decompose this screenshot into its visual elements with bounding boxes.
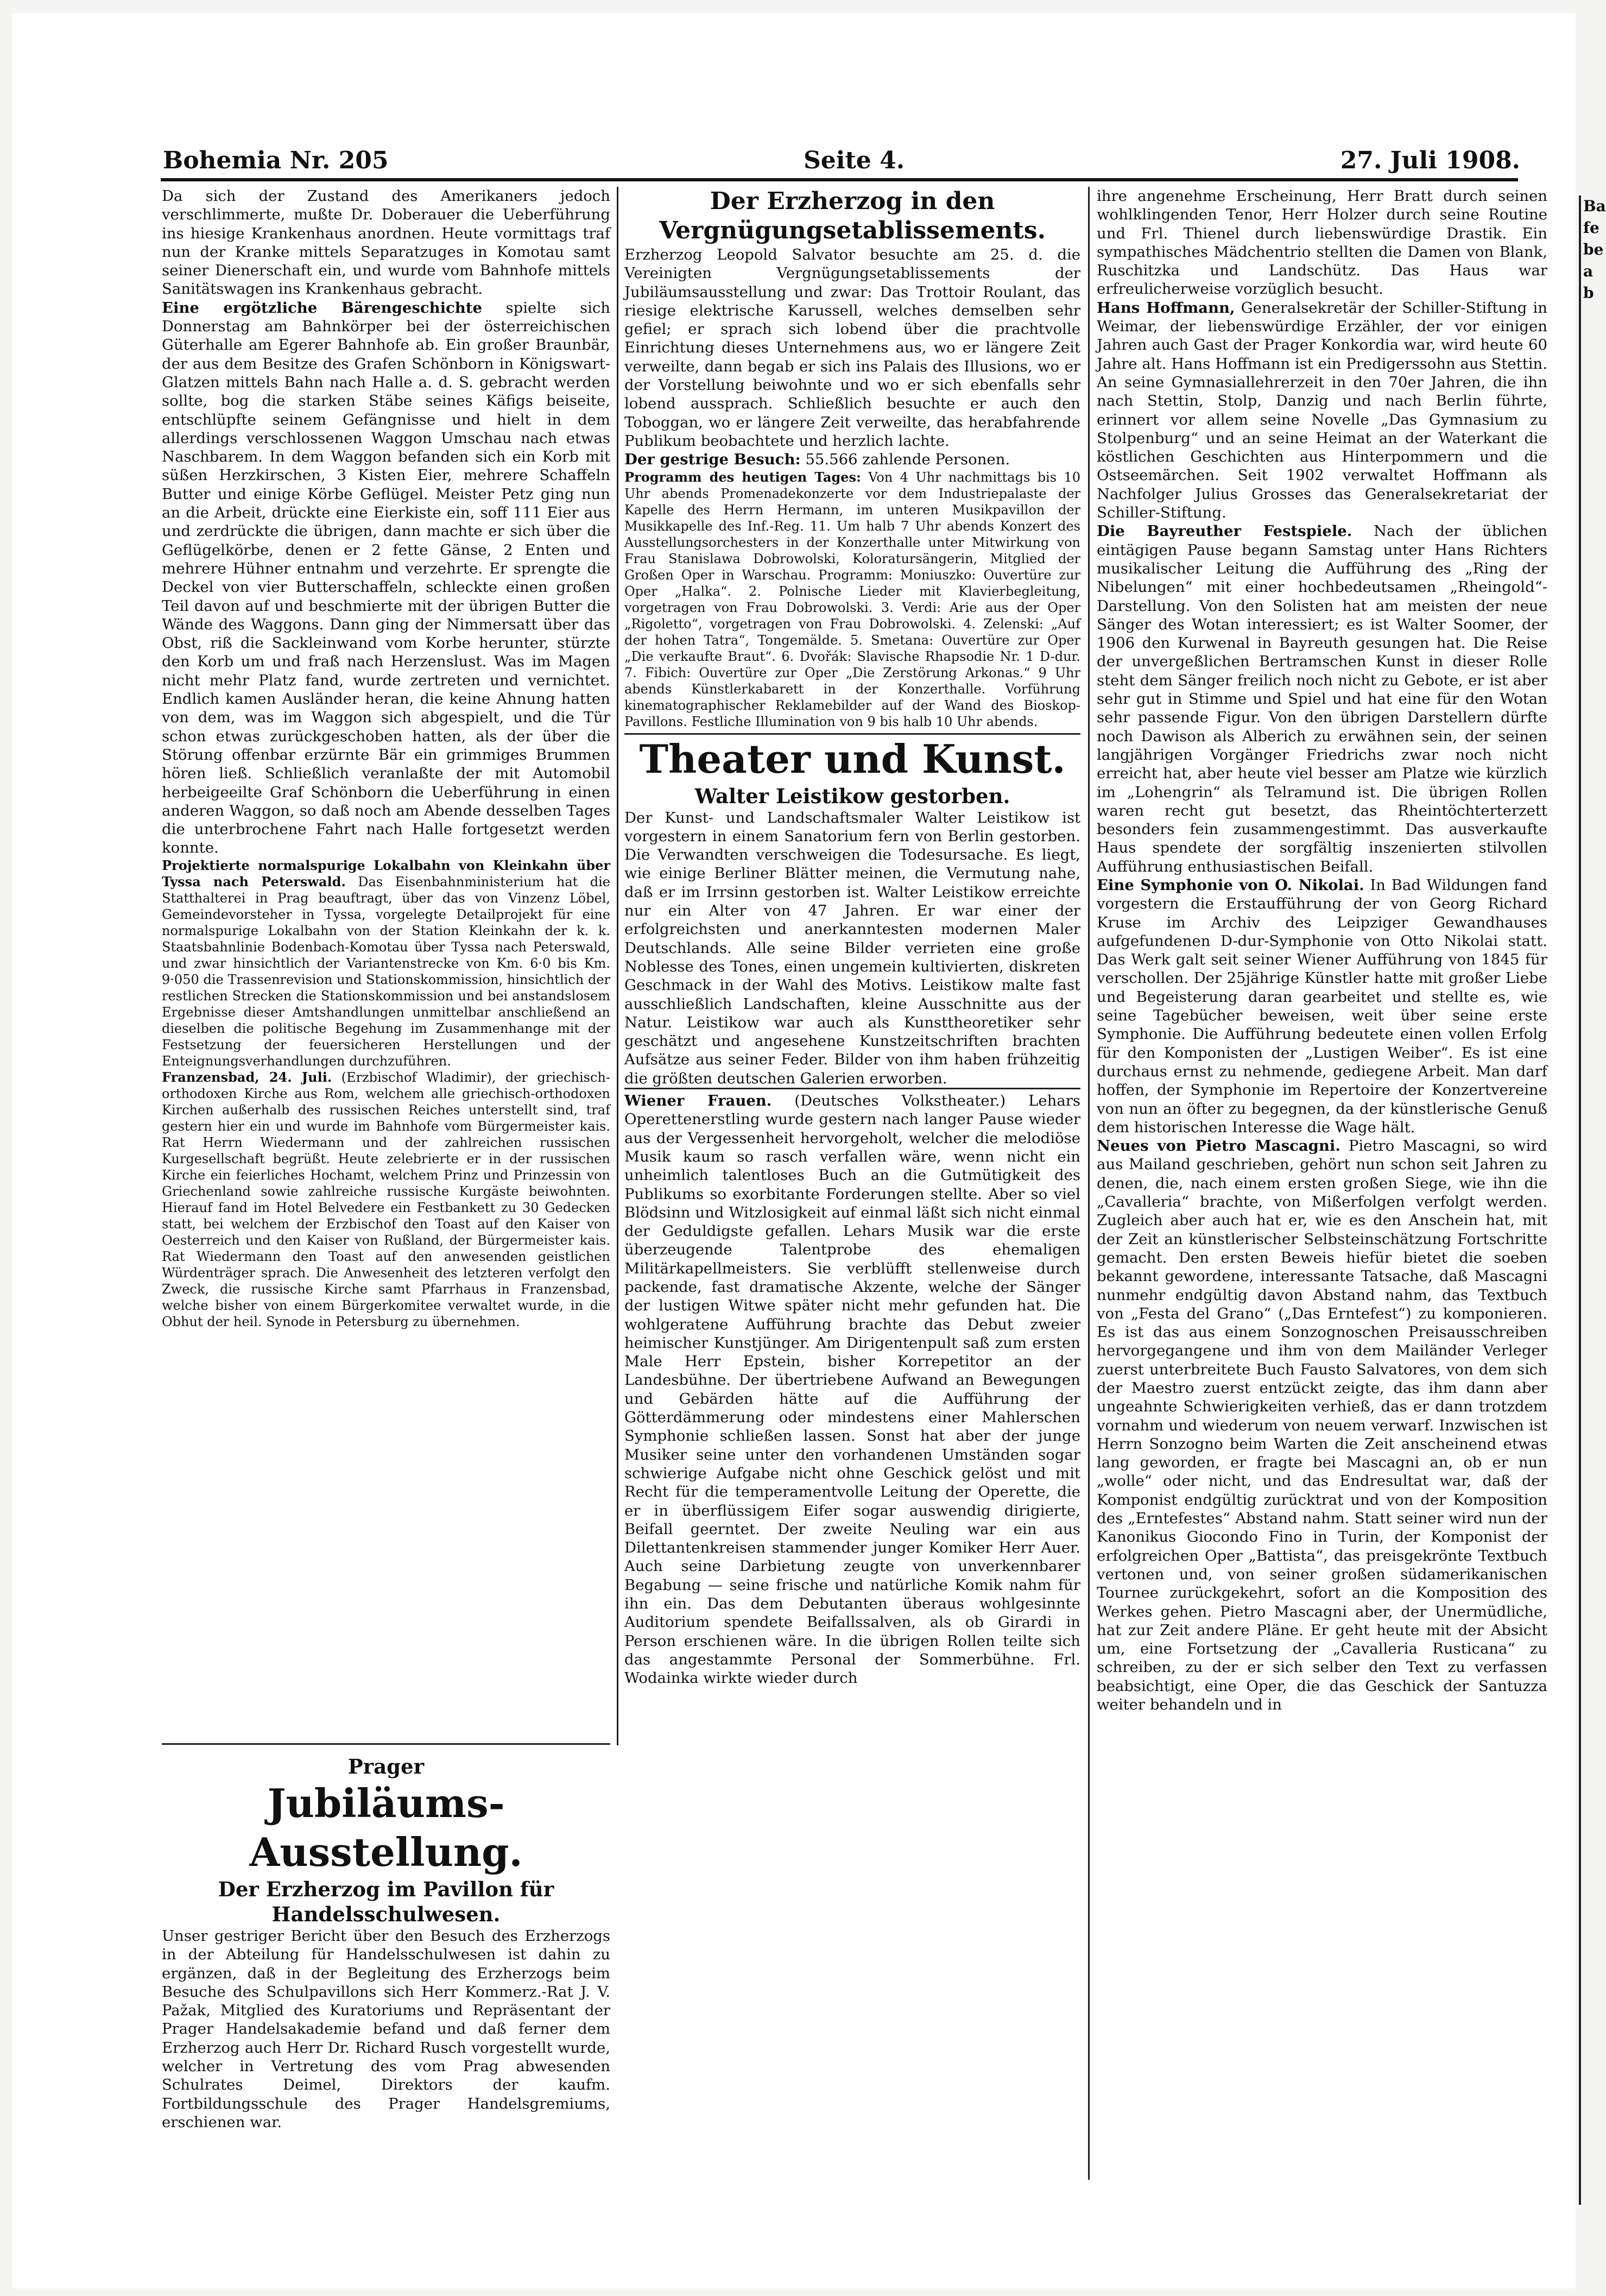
headline-jubilaeum: Jubiläums-Ausstellung. [249, 1780, 523, 1875]
subheadline-erzherzog-pavillon: Der Erzherzog im Pavillon für Handelsschulwesen. [218, 1877, 554, 1926]
headline-vergnuegung: Der Erzherzog in den Vergnügungsetablissements. [659, 187, 1046, 244]
column-1-bottom [162, 1754, 610, 2178]
column-2 [624, 187, 1080, 2185]
headline-bayreuth: Die Bayreuther Festspiele. [1097, 522, 1352, 540]
headline-hoffmann: Hans Hoffmann, [1097, 299, 1235, 317]
article-nikolai: Eine Symphonie von O. Nikolai. In Bad Wildungen fand vorgestern die Erstaufführung der von Georg Richard Kruse im Archiv des Leipziger Gewandhauses aufgefundenen D-dur-Symphonie von Otto Nikolai statt. Das Werk galt seit seiner Wiener Aufführung von 1845 für verschollen. Der 25jährige Künstler hatte mit großer Liebe und Begeisterung daran gearbeitet und stellte es, wie seine Tagebücher beweisen, weit über seine erste Symphonie. Die Aufführung bedeutete einen vollen Erfolg für den Komponisten der „Lustigen Weiber“. Es ist eine durchaus ernst zu nehmende, gediegene Arbeit. Man darf hoffen, der Symphonie im Repertoire der Konzertvereine von nun an öfter zu begegnen, da der künstlerische Genuß dem historischen Interesse die Wage hält. [1097, 876, 1547, 1136]
column-3 [1097, 187, 1547, 2185]
article-american: Da sich der Zustand des Amerikaners jedoch verschlimmerte, mußte Dr. Doberauer die Ueberführung ins hiesige Krankenhaus anordnen. Heute vormittags traf nun der Kranke mittels Separatzuges in Komotau samt seiner Dienerschaft ein, und wurde vom Bahnhofe mittels Sanitätswagen ins Krankenhaus gebracht. [162, 187, 610, 298]
column-rule-2 [1088, 187, 1090, 2180]
article-pavillon: Unser gestriger Bericht über den Besuch des Erzherzogs in der Abteilung für Handelsschulwesen ist dahin zu ergänzen, daß in der Begleitung des Erzherzogs beim Besuche des Schulpavillons sich Herr Kommerz.-Rat J. V. Pažak, Mitglied des Kuratoriums und Repräsentant der Prager Handelsakademie befand und daß ferner dem Erzherzog auch Herr Dr. Richard Rusch vorgestellt wurde, welcher in Vertretung des vom Prag abwesenden Schulrates Deimel, Direktors der kaufm. Fortbildungsschule des Prager Handelsgremiums, erschienen war. [162, 1927, 610, 2131]
header-date: 27. Juli 1908. [1340, 147, 1520, 174]
headline-franzensbad: Franzensbad, 24. Juli. [162, 1069, 332, 1085]
header-masthead: Bohemia Nr. 205 [163, 147, 389, 174]
header-page-number: Seite 4. [804, 147, 905, 174]
section-theater-kunst: Theater und Kunst. [624, 733, 1080, 784]
column-rule-1 [617, 187, 618, 1745]
article-programm: Programm des heutigen Tages: Von 4 Uhr nachmittags bis 10 Uhr abends Promenadekonzerte vor dem Industriepalaste der Kapelle des Herrn Hermann, im unteren Musikpavillon der Musikkapelle des Inf.-Reg. 11. Um halb 7 Uhr abends Konzert des Ausstellungsorchesters in der Konzerthalle unter Mitwirkung von Frau Stanislawa Dobrowolski, Koloratursängerin, Mitglied der Großen Oper in Warschau. Programm: Moniuszko: Ouvertüre zur Oper „Halka“. 2. Polnische Lieder mit Klavierbegleitung, vorgetragen von Frau Dobrowolski. 3. Verdi: Arie aus der Oper „Rigoletto“, vorgetragen von Frau Dobrowolski. 4. Zelenski: „Auf der hohen Tatra“, Tongemälde. 5. Smetana: Ouvertüre zur Oper „Die verkaufte Braut“. 6. Dvořák: Slavische Rhapsodie Nr. 1 D-dur. 7. Fibich: Ouvertüre zur Oper „Die Zerstörung Arkonas.“ 9 Uhr abends Künstlerkabarett in der Konzerthalle. Vorführung kinematographischer Reklamebilder auf der Wand des Bioskop-Pavillons. Festliche Illumination von 9 bis halb 10 Uhr abends. [624, 469, 1080, 729]
column-1 [162, 187, 610, 1751]
headline-bear: Eine ergötzliche Bärengeschichte [162, 299, 482, 317]
article-wiener-frauen: Wiener Frauen. (Deutsches Volkstheater.) Lehars Operettenerstling wurde gestern nach langer Pause wieder aus der Vergessenheit hervorgeholt, welcher die melodiöse Musik kaum so rasch verfallen wäre, wenn nicht ein unheimlich talentloses Buch an die Gutmütigkeit des Publikums so exorbitante Forderungen stellte. Aber so viel Blödsinn und Witzlosigkeit auf einmal läßt sich nicht einmal der Geduldigste gefallen. Lehars Musik war die erste überzeugende Talentprobe des ehemaligen Militärkapellmeisters. Sie verblüfft stellenweise durch packende, fast dramatische Akzente, welche der Sänger der lustigen Witwe später nicht mehr gefunden hat. Die wohlgeratene Aufführung brachte das Debut zweier heimischer Kunstjünger. Am Dirigentenpult saß zum ersten Male Herr Epstein, bisher Korrepetitor an der Landesbühne. Der übertriebene Aufwand an Bewegungen und Gebärden hätte auf die Aufführung der Götterdämmerung oder mindestens einer Mahlerschen Symphonie schließen lassen. Sonst hat aber der junge Musiker seine unter den vorhandenen Umständen sogar schwierige Aufgabe nicht ohne Geschick gelöst und mit Recht für die temperamentvolle Leitung der Operette, die er in überflüssigem Eifer sogar auswendig dirigierte, Beifall geerntet. Der zweite Neuling war ein aus Dilettantenkreisen stammender junger Komiker Herr Auer. Auch seine Darbietung zeugte von unverkennbarer Begabung — seine frische und natürliche Komik nahm für ihn ein. Das dem Debutanten überaus wohlgesinnte Auditorium spendete Beifallssalven, als ob Girardi in Person erschienen wäre. In die übrigen Rollen teilte sich das angestammte Personal der Sommerbühne. Frl. Wodainka wirkte wieder durch [624, 1088, 1080, 1688]
headline-wiener-frauen: Wiener Frauen. [624, 1092, 772, 1110]
header-rule [161, 178, 1518, 181]
headline-mascagni: Neues von Pietro Mascagni. [1097, 1137, 1341, 1155]
article-vergnuegung: Erzherzog Leopold Salvator besuchte am 25. d. die Vereinigten Vergnügungsetablissements der Jubiläumsausstellung und zwar: Das Trottoir Roulant, das riesige elektrische Karussell, welches demselben sehr gefiel; er sprach sich lobend über die prachtvolle Einrichtung dieses Unternehmens aus, wo er längere Zeit verweilte, dann begab er sich ins Palais des Illusions, wo er der Vorstellung beiwohnte und wo er sich ebenfalls sehr lobend aussprach. Schließlich besuchte er auch den Toboggan, wo er längere Zeit verweilte, das herabfahrende Publikum beobachtete und herzlich lachte. [624, 246, 1080, 450]
headline-programm: Programm des heutigen Tages: [624, 469, 861, 485]
headline-leistikow: Walter Leistikow gestorben. [694, 784, 1010, 808]
headline-besuch: Der gestrige Besuch: [624, 451, 801, 469]
article-mascagni: Neues von Pietro Mascagni. Pietro Mascagni, so wird aus Mailand geschrieben, gehört nun schon seit Jahren zu denen, die, nach einem ersten großen Siege, wie ihn die „Cavalleria“ brachte, von Mißerfolgen verfolgt werden. Zugleich aber auch hat er, wie es den Anschein hat, mit der Zeit an künstlerischer Selbsteinschätzung Fortschritte gemacht. Den ersten Beweis hiefür bietet die soeben bekannt gewordene, interessante Tatsache, daß Mascagni nunmehr endgültig davon Abstand nahm, das Textbuch von „Festa del Grano“ („Das Erntefest“) zu komponieren. Es ist das aus einem Sonzognoschen Preisausschreiben hervorgegangene und ihm von dem Mailänder Verleger zuerst unterbreitete Buch Fausto Salvatores, von dem sich der Maestro zuerst entzückt zeigte, das ihm dann aber ungeahnte Schwierigkeiten verhieß, das er dann trotzdem vornahm und wiederum von neuem verwarf. Inzwischen ist Herrn Sonzogno beim Warten die Zeit anscheinend etwas lang geworden, er fragte bei Mascagni an, ob er nun „wolle“ oder nicht, und das Endresultat war, daß der Komponist endgültig zurücktrat und von der Komposition des „Erntefestes“ Abstand nahm. Statt seiner wird nun der Kanonikus Giocondo Fino in Turin, der Komponist der erfolgreichen Oper „Battista“, das preisgekrönte Textbuch vertonen und, von seiner großen südamerikanischen Tournee zurückgekehrt, sofort an die Komposition des Werkes gehen. Pietro Mascagni aber, der Unermüdliche, hat zur Zeit andere Pläne. Er geht heute mit der Absicht um, eine Fortsetzung der „Cavalleria Rusticana“ zu schreiben, zu der er sich selber den Text zu verfassen beabsichtigt, eine Oper, die das Geschick der Santuzza weiter behandeln und in [1097, 1137, 1547, 1714]
article-lokalbahn: Projektierte normalspurige Lokalbahn von Kleinkahn über Tyssa nach Peterswald. Das Eisenbahnministerium hat die Statthalterei in Prag beauftragt, über das von Vinzenz Löbel, Gemeindevorsteher in Tyssa, vorgelegte Detailprojekt für eine normalspurige Lokalbahn von der Station Kleinkahn der k. k. Staatsbahnlinie Bodenbach-Komotau über Tyssa nach Peterswald, und zwar hinsichtlich der Variantenstrecke von Km. 6·0 bis Km. 9·050 die Trassenrevision und Stationskommission, hinsichtlich der restlichen Strecken die Stationskommission und bei anstandslosem Ergebnisse dieser Amtshandlungen unmittelbar anschließend an dieselben die politische Begehung im Zusammenhange mit der Festsetzung der feuersicheren Herstellungen und der Enteignungsverhandlungen durchzuführen. [162, 857, 610, 1069]
adjacent-page-edge: Ba fe be a b [1579, 195, 1594, 2205]
kicker-prager: Prager [347, 1755, 425, 1778]
article-leistikow: Der Kunst- und Landschaftsmaler Walter Leistikow ist vorgestern in einem Sanatorium fern von Berlin gestorben. Die Verwandten verschweigen die Todesursache. Es liegt, wie einige Berliner Blätter meinen, die Vermutung nahe, daß er im Irrsinn gestorben ist. Walter Leistikow erreichte nur ein Alter von 47 Jahren. Er war einer der erfolgreichsten und anerkanntesten modernen Maler Deutschlands. Alle seine Bilder verrieten eine große Noblesse des Tones, einen ungemein kultivierten, diskreten Geschmack in der Wahl des Motivs. Leistikow malte fast ausschließlich Landschaften, kleine Ausschnitte aus der Natur. Leistikow war auch als Kunsttheoretiker sehr geschätzt und angesehene Kunstzeitschriften brachten Aufsätze aus seiner Feder. Bilder von ihm haben frühzeitig die größten deutschen Galerien erworben. [624, 809, 1080, 1087]
article-bear: Eine ergötzliche Bärengeschichte spielte sich Donnerstag am Bahnkörper bei der österreichischen Güterhalle am Egerer Bahnhofe ab. Ein großer Braunbär, der aus dem Besitze des Grafen Schönborn in Königswart-Glatzen mittels Bahn nach Halle a. d. S. gebracht werden sollte, bog die starken Stäbe seines Käfigs beiseite, entschlüpfte seinem Gefängnisse und hielt in dem allerdings verschlossenen Waggon Umschau nach etwas Naschbarem. In dem Waggon befanden sich ein Korb mit süßen Herzkirschen, 3 Kisten Eier, mehrere Schaffeln Butter und einige Körbe Geflügel. Meister Petz ging nun an die Arbeit, drückte eine Eierkiste ein, soff 111 Eier aus und zerdrückte die übrigen, dann machte er sich über die Geflügelkörbe, denen er 2 fette Gänse, 2 Enten und mehrere Hühner entnahm und verzehrte. Er sprengte die Deckel von vier Butterschaffeln, schleckte einen großen Teil davon auf und beschmierte mit der übrigen Butter die Wände des Waggons. Dann ging der Nimmersatt über das Obst, riß die Sackleinwand vom Korbe herunter, stürzte den Korb um und fraß nach Herzenslust. Was im Magen nicht mehr Platz fand, wurde zertreten und vernichtet. Endlich kamen Ausländer heran, die keine Ahnung hatten von dem, was im Waggon sich abgespielt, und die Tür schon etwas zurückgeschoben hatten, als der über die Störung offenbar erzürnte Bär ein grimmiges Brummen hören ließ. Schließlich veranlaßte der mit Automobil herbeigeeilte Graf Schönborn die Ueberführung in einen anderen Waggon, so daß noch am Abende desselben Tages die unterbrochene Fahrt nach Halle fortgesetzt werden konnte. [162, 299, 610, 857]
article-bayreuth: Die Bayreuther Festspiele. Nach der üblichen eintägigen Pause begann Samstag unter Hans Richters musikalischer Leitung die Aufführung des „Ring der Nibelungen“ mit einer hochbedeutsamen „Rheingold“-Darstellung. Von den Solisten hat am meisten der neue Sänger des Wotan interessiert; es ist Walter Soomer, der 1906 den Kurwenal in Bayreuth gesungen hat. Die Reise der unvergeßlichen Bertramschen Kunst in dieser Rolle steht dem Sänger freilich noch nicht zu Gebote, er ist aber sehr gut in Stimme und Spiel und hat eine für den Wotan sehr passende Figur. Von den übrigen Darstellern dürfte noch Dawison als Alberich zu erwähnen sein, der seinen langjährigen Vorgänger Friedrichs zwar noch nicht erreicht hat, aber heute viel besser am Platze wie kürzlich im „Lohengrin“ als Telramund ist. Die übrigen Rollen waren recht gut besetzt, das Rheintöchterterzett besonders fein zusammengestimmt. Das ausverkaufte Haus spendete der sorgfältig inszenierten stilvollen Aufführung enthusiastischen Beifall. [1097, 522, 1547, 875]
headline-lokalbahn: Projektierte normalspurige Lokalbahn von Kleinkahn über Tyssa nach Peterswald. [162, 857, 610, 890]
article-wiener-frauen-cont: ihre angenehme Erscheinung, Herr Bratt durch seinen wohlklingenden Tenor, Herr Holzer durch seine Routine und Frl. Thienel durch liebenswürdige Drastik. Ein sympathisches Mädchentrio stellten die Damen von Blank, Ruschitzka und Landschütz. Das Haus war erfreulicherweise vorzüglich besucht. [1097, 187, 1547, 298]
headline-nikolai: Eine Symphonie von O. Nikolai. [1097, 876, 1364, 894]
article-hoffmann: Hans Hoffmann, Generalsekretär der Schiller-Stiftung in Weimar, der liebenswürdige Erzähler, der vor einigen Jahren auch Gast der Prager Konkordia war, wird heute 60 Jahre alt. Hans Hoffmann ist ein Predigerssohn aus Stettin. An seine Gymnasiallehrerzeit in den 70er Jahren, die ihn nach Stettin, Stolp, Danzig und nach Berlin führte, erinnert vor allem seine Novelle „Das Gymnasium zu Stolpenburg“ und an seine Heimat an der Waterkant die köstlichen Geschichten aus Hinterpommern und die Ostseemärchen. Seit 1902 verwaltet Hoffmann als Nachfolger Julius Grosses das Generalsekretariat der Schiller-Stiftung. [1097, 299, 1547, 522]
article-besuch: Der gestrige Besuch: 55.566 zahlende Personen. [624, 451, 1010, 469]
article-franzensbad: Franzensbad, 24. Juli. (Erzbischof Wladimir), der griechisch-orthodoxen Kirche aus Rom, welchem alle griechisch-orthodoxen Kirchen außerhalb des russischen Reiches unterstellt sind, traf gestern hier ein und wurde im Bahnhofe vom Bürgermeister kais. Rat Herrn Wiedermann und der zahlreichen russischen Kurgesellschaft begrüßt. Heute zelebrierte er in der russischen Kirche ein feierliches Hochamt, welchem Prinz und Prinzessin von Griechenland sowie zahlreiche russische Kurgäste beiwohnten. Hierauf fand im Hotel Belvedere ein Festbankett zu 30 Gedecken statt, bei welchem der Erzbischof den Toast auf den Kaiser von Oesterreich und den Kaiser von Rußland, der Bürgermeister kais. Rat Wiedermann den Toast auf den anwesenden geistlichen Würdenträger sprach. Die Anwesenheit des letzteren verfolgt den Zweck, die russische Kirche samt Pfarrhaus in Franzensbad, welche bisher von einem Bürgerkomitee verwaltet wurde, in die Obhut der heil. Synode in Petersburg zu übernehmen. [162, 1069, 610, 1329]
